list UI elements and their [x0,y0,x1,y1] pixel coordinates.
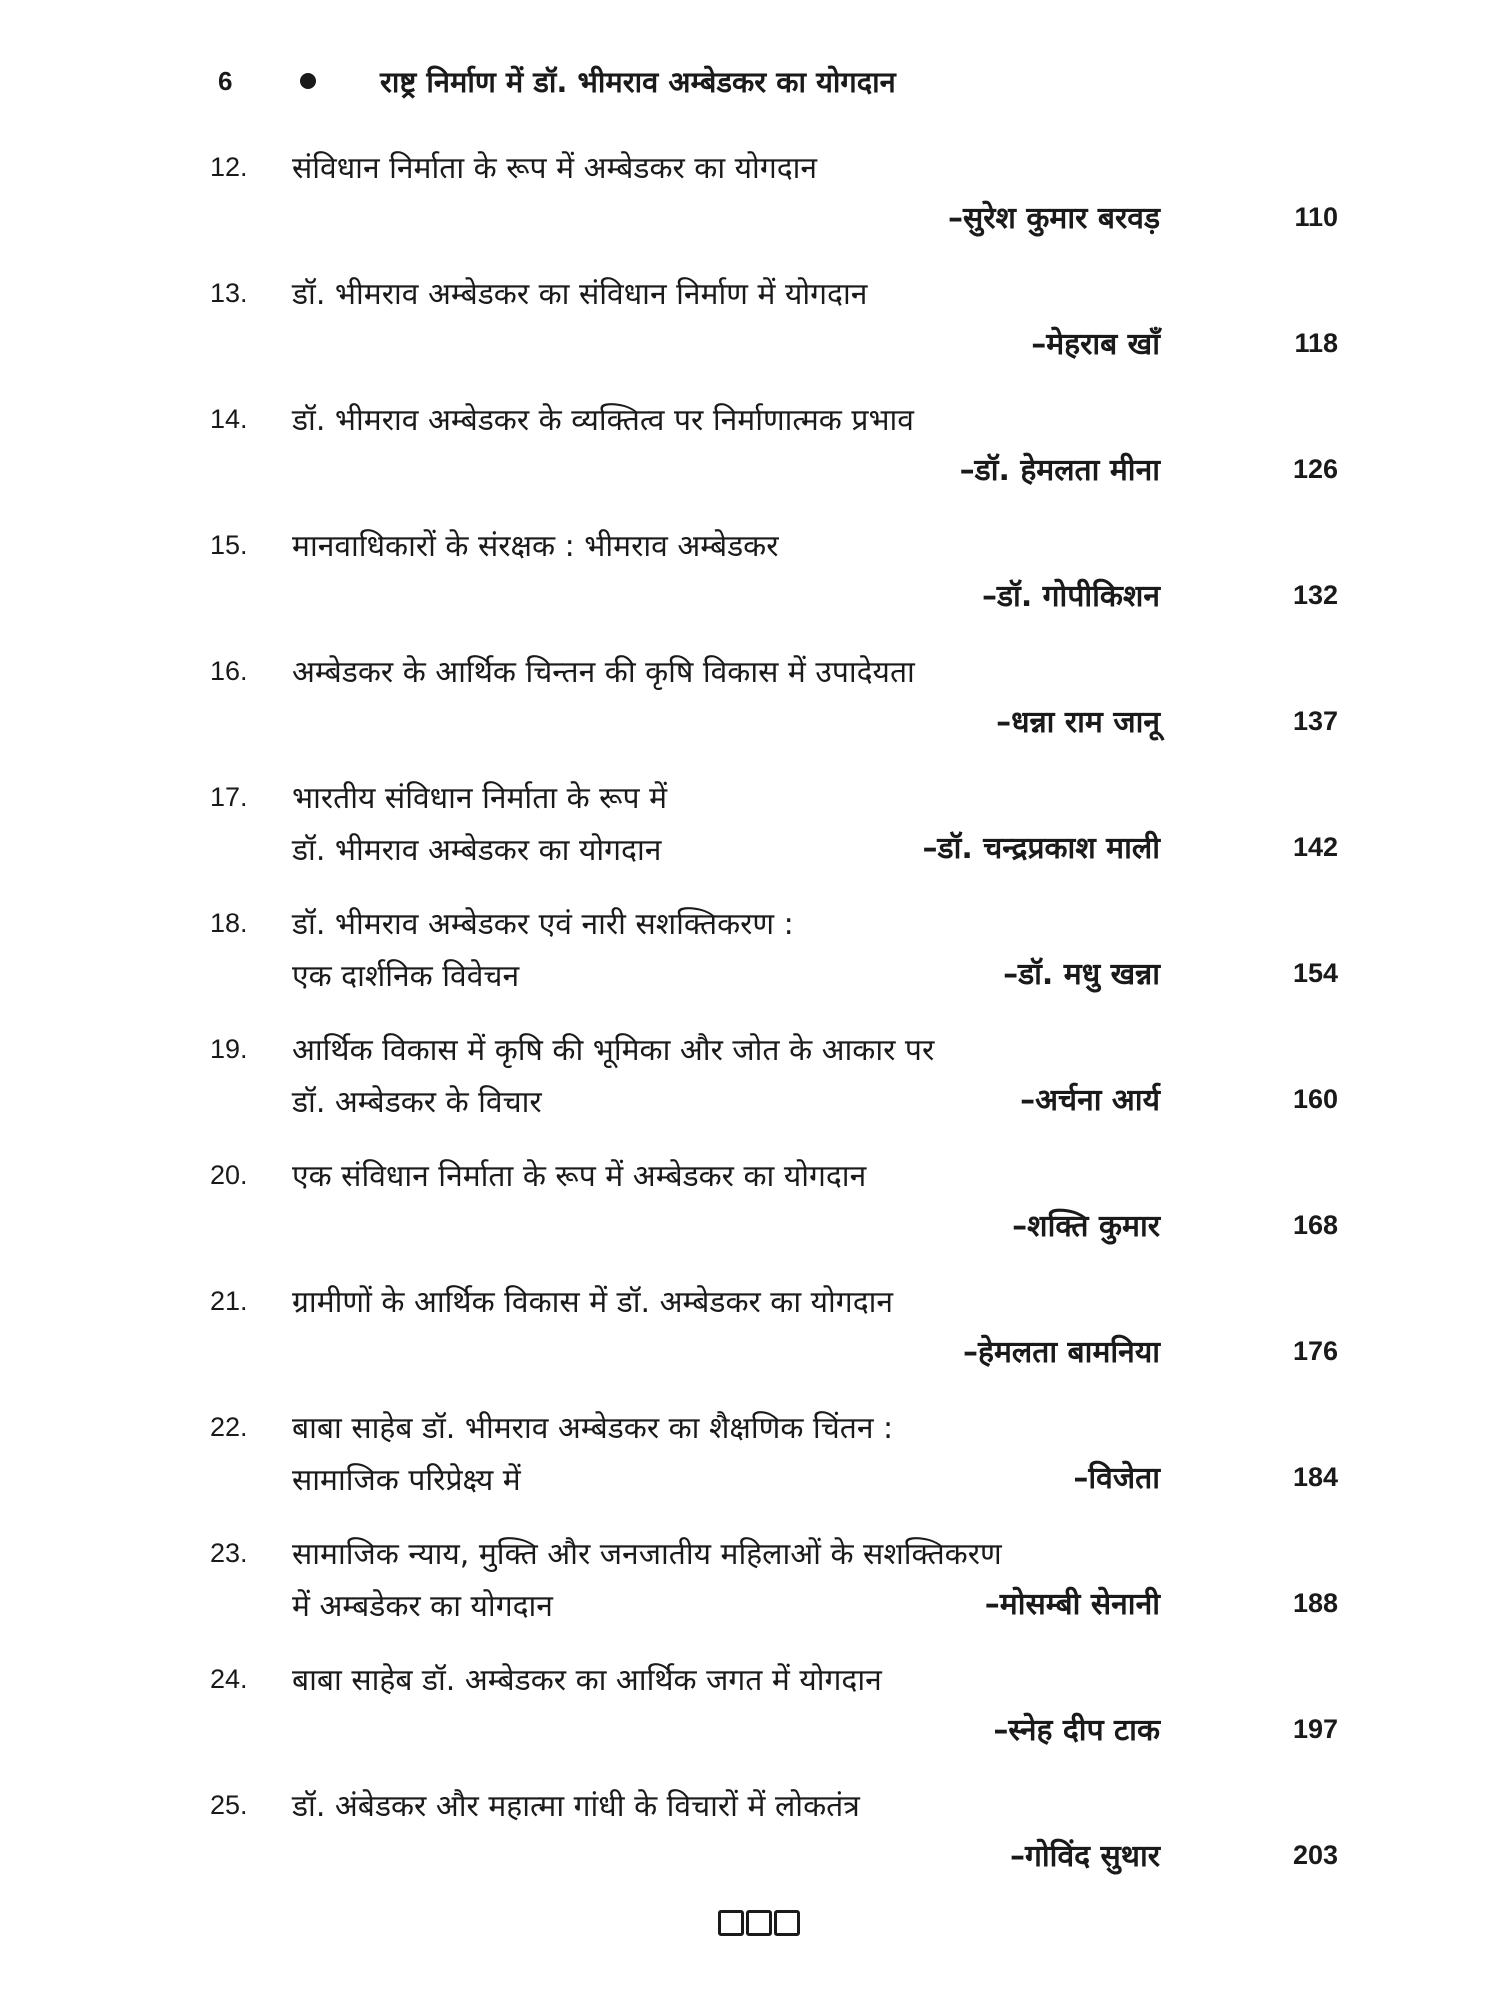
entry-title: डॉ. भीमराव अम्बेडकर का संविधान निर्माण में योगदान [292,277,868,312]
entry-title-line2: एक दार्शनिक विवेचन [292,959,520,994]
entry-title-line2: सामाजिक परिप्रेक्ष्य में [292,1463,521,1498]
toc-entry-22 [200,1400,1360,1526]
entry-number: 19. [210,1034,248,1064]
entry-number: 24. [210,1664,248,1694]
toc-entry-14 [200,392,1360,518]
entry-title: डॉ. भीमराव अम्बेडकर के व्यक्तित्व पर निर्माणात्मक प्रभाव [292,403,914,438]
square-ornament-icon [774,1910,800,1936]
entry-page: 154 [1292,958,1338,988]
entry-page: 203 [1292,1840,1338,1870]
toc-entry-25 [200,1778,1360,1904]
toc-entry-18 [200,896,1360,1022]
entry-author: –सुरेश कुमार बरवड़ [948,201,1160,236]
entry-author: –स्नेह दीप टाक [993,1713,1160,1748]
entry-title: बाबा साहेब डॉ. भीमराव अम्बेडकर का शैक्षणिक चिंतन : [292,1411,894,1446]
entry-page: 184 [1292,1462,1338,1492]
toc-entry-20 [200,1148,1360,1274]
entry-title: अम्बेडकर के आर्थिक चिन्तन की कृषि विकास में उपादेयता [292,655,915,690]
entry-number: 25. [210,1790,248,1820]
entry-author: –डॉ. गोपीकिशन [982,579,1160,614]
entry-number: 18. [210,908,248,938]
square-ornament-icon [746,1910,772,1936]
entry-author: –डॉ. हेमलता मीना [959,453,1160,488]
entry-title: डॉ. भीमराव अम्बेडकर एवं नारी सशक्तिकरण : [292,907,794,942]
entry-author: –विजेता [1073,1461,1160,1496]
entry-page: 137 [1292,706,1338,736]
toc-entry-17 [200,770,1360,896]
entry-number: 12. [210,152,248,182]
entry-author: –मोसम्बी सेनानी [984,1587,1160,1622]
toc-entry-13 [200,266,1360,392]
entry-page: 132 [1292,580,1338,610]
entry-title-line2: में अम्बडेकर का योगदान [292,1589,553,1624]
entry-number: 13. [210,278,248,308]
entry-title: बाबा साहेब डॉ. अम्बेडकर का आर्थिक जगत में योगदान [292,1663,882,1698]
entry-author: –मेहराब खाँ [1031,327,1160,362]
entry-page: 188 [1292,1588,1338,1618]
toc-entry-12 [200,140,1360,266]
bullet-icon [300,73,316,89]
entry-page: 118 [1294,328,1338,358]
entry-title: आर्थिक विकास में कृषि की भूमिका और जोत के आकार पर [292,1033,935,1068]
toc-entry-24 [200,1652,1360,1778]
entry-page: 176 [1292,1336,1338,1366]
entry-page: 168 [1292,1210,1338,1240]
toc-entry-15 [200,518,1360,644]
entry-number: 20. [210,1160,248,1190]
running-head [218,58,1318,104]
square-ornament-icon [718,1910,744,1936]
entry-number: 17. [210,782,248,812]
entry-page: 142 [1292,832,1338,862]
entry-number: 21. [210,1286,248,1316]
entry-number: 22. [210,1412,248,1442]
entry-number: 14. [210,404,248,434]
entry-title-line2: डॉ. अम्बेडकर के विचार [292,1085,542,1120]
entry-title: भारतीय संविधान निर्माता के रूप में [292,781,668,816]
toc-entry-19 [200,1022,1360,1148]
entry-author: –धन्ना राम जानू [996,705,1160,740]
entry-author: –शक्ति कुमार [1012,1209,1160,1244]
toc-entry-23 [200,1526,1360,1652]
entry-page: 197 [1292,1714,1338,1744]
entry-page: 160 [1292,1084,1338,1114]
entry-title-line2: डॉ. भीमराव अम्बेडकर का योगदान [292,833,662,868]
entry-author: –हेमलता बामनिया [963,1335,1160,1370]
entry-title: ग्रामीणों के आर्थिक विकास में डॉ. अम्बेडकर का योगदान [292,1285,894,1320]
entry-page: 110 [1294,202,1338,232]
entry-author: –डॉ. चन्द्रप्रकाश माली [922,831,1160,866]
entry-author: –डॉ. मधु खन्ना [1003,957,1160,992]
entry-title: सामाजिक न्याय, मुक्ति और जनजातीय महिलाओं के सशक्तिकरण [292,1537,1002,1572]
toc-entry-16 [200,644,1360,770]
entry-number: 16. [210,656,248,686]
book-title: राष्ट्र निर्माण में डॉ. भीमराव अम्बेडकर का योगदान [380,64,896,99]
entry-number: 23. [210,1538,248,1568]
entry-author: –अर्चना आर्य [1020,1083,1160,1118]
entry-page: 126 [1292,454,1338,484]
table-of-contents [200,140,1360,1904]
entry-number: 15. [210,530,248,560]
page-number: 6 [218,65,233,96]
entry-title: डॉ. अंबेडकर और महात्मा गांधी के विचारों में लोकतंत्र [292,1789,860,1824]
entry-author: –गोविंद सुथार [1010,1839,1160,1874]
toc-entry-21 [200,1274,1360,1400]
entry-title: मानवाधिकारों के संरक्षक : भीमराव अम्बेडकर [292,529,779,564]
entry-title: एक संविधान निर्माता के रूप में अम्बेडकर का योगदान [292,1159,867,1194]
end-ornament [718,1910,800,1936]
entry-title: संविधान निर्माता के रूप में अम्बेडकर का योगदान [292,151,818,186]
